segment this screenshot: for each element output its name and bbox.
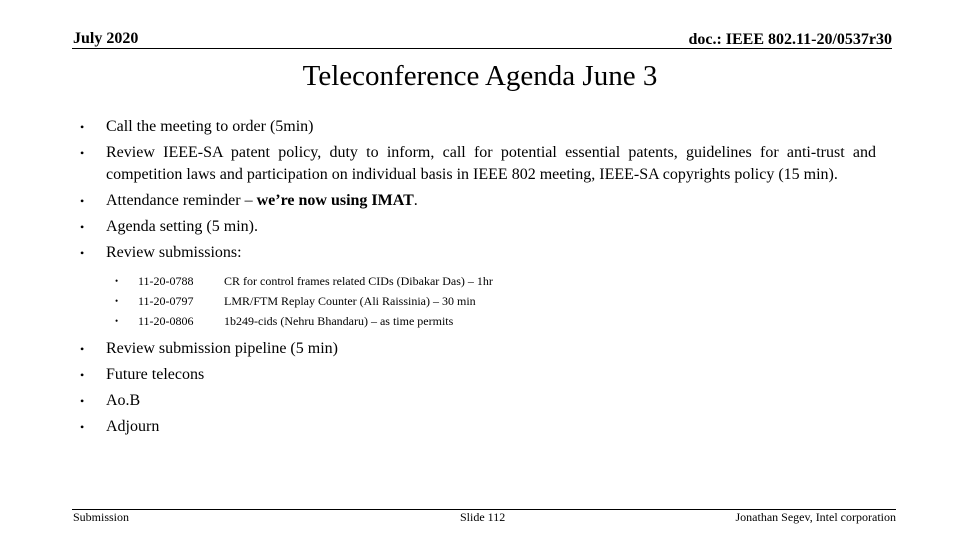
bullet-icon: •	[80, 220, 85, 234]
agenda-item	[80, 390, 876, 412]
submission-number: 11-20-0806	[138, 314, 194, 328]
header-doc-id: doc.: IEEE 802.11-20/0537r30	[688, 31, 892, 48]
submission-number: 11-20-0797	[138, 294, 194, 308]
footer-submission-label: Submission	[73, 510, 130, 524]
bullet-icon: •	[80, 368, 85, 382]
agenda-item-text: Call the meeting to order (5min)	[106, 118, 314, 135]
submission-item	[115, 313, 876, 329]
agenda-item-emphasis: we’re now using IMAT	[256, 192, 414, 209]
bullet-icon: •	[80, 194, 85, 208]
agenda-item-text: Agenda setting (5 min).	[106, 218, 258, 235]
agenda-item	[80, 364, 876, 386]
footer-author: Jonathan Segev, Intel corporation	[735, 510, 896, 524]
slide-title: Teleconference Agenda June 3	[302, 60, 658, 92]
submission-title: LMR/FTM Replay Counter (Ali Raissinia) – 30 min	[224, 294, 476, 308]
submission-title: 1b249-cids (Nehru Bhandaru) – as time permits	[224, 314, 454, 328]
bullet-icon: •	[80, 394, 85, 408]
submission-item	[115, 293, 876, 309]
bullet-icon: •	[80, 342, 85, 356]
agenda-item-text: Attendance reminder –	[106, 192, 257, 209]
agenda-item	[80, 142, 876, 186]
agenda-item	[80, 338, 876, 360]
slide-number: Slide 112	[460, 510, 506, 524]
agenda-item	[80, 116, 876, 138]
agenda-item-text: Review IEEE-SA patent policy, duty to inform, call for potential essential patents, guidelines for anti-trust and competition laws and participation on individual basis in IEEE 802 meeting, IEEE-SA copyrights policy (15 min).	[106, 144, 876, 183]
header-divider	[72, 48, 892, 49]
agenda-item-text-end: .	[413, 192, 418, 209]
agenda-item-text: Adjourn	[106, 418, 160, 435]
submission-number: 11-20-0788	[138, 274, 194, 288]
agenda-item-text: Review submission pipeline (5 min)	[106, 340, 338, 357]
bullet-icon: •	[115, 276, 119, 286]
agenda-item-text: Future telecons	[106, 366, 205, 383]
bullet-icon: •	[80, 120, 85, 134]
agenda-item-text: Review submissions:	[106, 244, 242, 261]
agenda-item	[80, 416, 876, 438]
agenda-list	[80, 116, 876, 442]
agenda-item	[80, 216, 876, 238]
bullet-icon: •	[80, 420, 85, 434]
submission-list	[80, 273, 876, 329]
bullet-icon: •	[80, 246, 85, 260]
submission-item	[115, 273, 876, 289]
agenda-item	[80, 242, 876, 264]
agenda-item-text: Ao.B	[106, 392, 141, 409]
header-date: July 2020	[73, 30, 139, 47]
bullet-icon: •	[115, 316, 119, 326]
agenda-item	[80, 190, 876, 212]
bullet-icon: •	[115, 296, 119, 306]
bullet-icon: •	[80, 146, 85, 160]
submission-title: CR for control frames related CIDs (Dibakar Das) – 1hr	[224, 274, 493, 288]
